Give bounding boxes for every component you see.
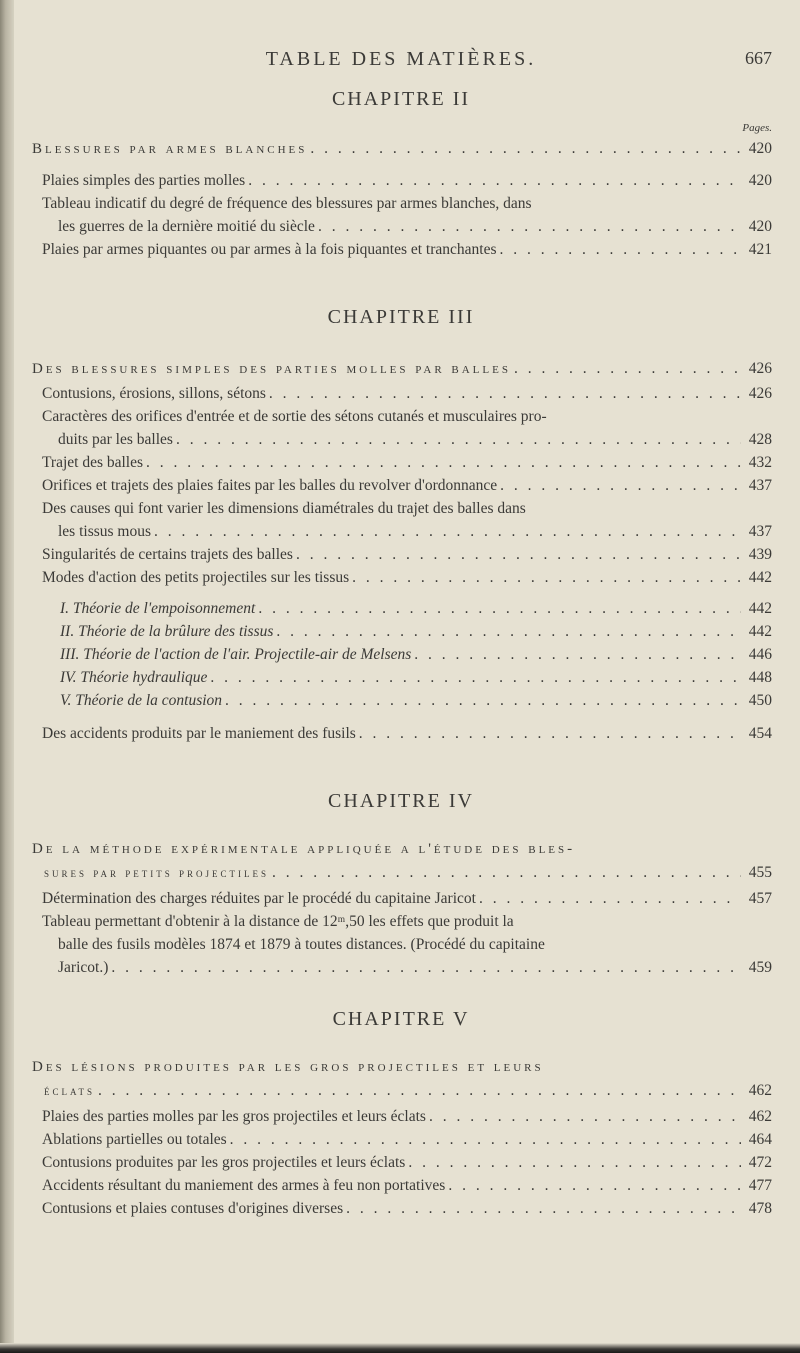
chapter-heading: CHAPITRE V — [332, 1008, 470, 1030]
toc-entry[interactable]: Plaies des parties molles par les gros projectiles et leurs éclats . . . 462 — [42, 1105, 772, 1128]
toc-entry[interactable]: Contusions produites par les gros projectiles et leurs éclats . . . 472 — [42, 1151, 772, 1174]
toc-entry[interactable]: Caractères des orifices d'entrée et de sortie des sétons cutanés et musculaires pro- duits par les balles . . . 428 — [42, 405, 772, 451]
toc-subentry[interactable]: II. Théorie de la brûlure des tissus . . . 442 — [60, 620, 772, 643]
toc-entry[interactable]: Des accidents produits par le maniement des fusils . . . 454 — [42, 722, 772, 745]
toc-entry[interactable]: Plaies simples des parties molles . . . 420 — [42, 169, 772, 192]
chapter-heading: CHAPITRE III — [327, 306, 475, 328]
toc-subentry[interactable]: V. Théorie de la contusion . . . 450 — [60, 689, 772, 712]
book-spine-shadow — [0, 0, 14, 1353]
chapter-heading: CHAPITRE IV — [328, 790, 474, 812]
toc-entry[interactable]: Orifices et trajets des plaies faites par les balles du revolver d'ordonnance . . . 437 — [42, 474, 772, 497]
toc-section-entry[interactable]: Blessures par armes blanches . . . 420 — [32, 137, 772, 161]
toc-entry[interactable]: Des causes qui font varier les dimensions diamétrales du trajet des balles dans les tissus mous . . . 437 — [42, 497, 772, 543]
toc-entry[interactable]: Détermination des charges réduites par le procédé du capitaine Jaricot . . . 457 — [42, 887, 772, 910]
toc-section-entry[interactable]: Des lésions produites par les gros projectiles et leurs éclats . . . 462 — [32, 1056, 772, 1102]
toc-subentry[interactable]: IV. Théorie hydraulique . . . 448 — [60, 666, 772, 689]
toc-section-entry[interactable]: Des blessures simples des parties molles par balles . . . 426 — [32, 357, 772, 381]
toc-entry[interactable]: Trajet des balles . . . 432 — [42, 451, 772, 474]
toc-entry[interactable]: Modes d'action des petits projectiles sur les tissus . . . 442 — [42, 566, 772, 589]
toc-entry[interactable]: Singularités de certains trajets des balles . . . 439 — [42, 543, 772, 566]
running-head — [30, 48, 772, 76]
page-number: 667 — [745, 48, 772, 68]
toc-subentry[interactable]: I. Théorie de l'empoisonnement . . . 442 — [60, 597, 772, 620]
toc-subentry[interactable]: III. Théorie de l'action de l'air. Projectile-air de Melsens . . . 446 — [60, 643, 772, 666]
toc-entry[interactable]: Tableau permettant d'obtenir à la distance de 12ᵐ,50 les effets que produit la balle des fusils modèles 1874 et 1879 à toutes distances. (Procédé du capitaine Jaricot.) . . . 459 — [42, 910, 772, 979]
chapter-heading: CHAPITRE II — [331, 88, 471, 110]
toc-entry[interactable]: Contusions et plaies contuses d'origines diverses . . . 478 — [42, 1197, 772, 1220]
toc-entry[interactable]: Contusions, érosions, sillons, sétons . . . 426 — [42, 382, 772, 405]
pages-column-label: Pages. — [742, 122, 772, 134]
toc-entry[interactable]: Plaies par armes piquantes ou par armes à la fois piquantes et tranchantes . . . 421 — [42, 238, 772, 261]
running-title: TABLE DES MATIÈRES. — [265, 48, 537, 70]
toc-entry[interactable]: Ablations partielles ou totales . . . 464 — [42, 1128, 772, 1151]
toc-entry[interactable]: Tableau indicatif du degré de fréquence des blessures par armes blanches, dans les guerres de la dernière moitié du siècle . . . 420 — [42, 192, 772, 238]
toc-entry[interactable]: Accidents résultant du maniement des armes à feu non portatives . . . 477 — [42, 1174, 772, 1197]
page-bottom-edge — [0, 1343, 800, 1353]
toc-section-entry[interactable]: De la méthode expérimentale appliquée a l'étude des bles- sures par petits projectiles . . . 455 — [32, 838, 772, 884]
